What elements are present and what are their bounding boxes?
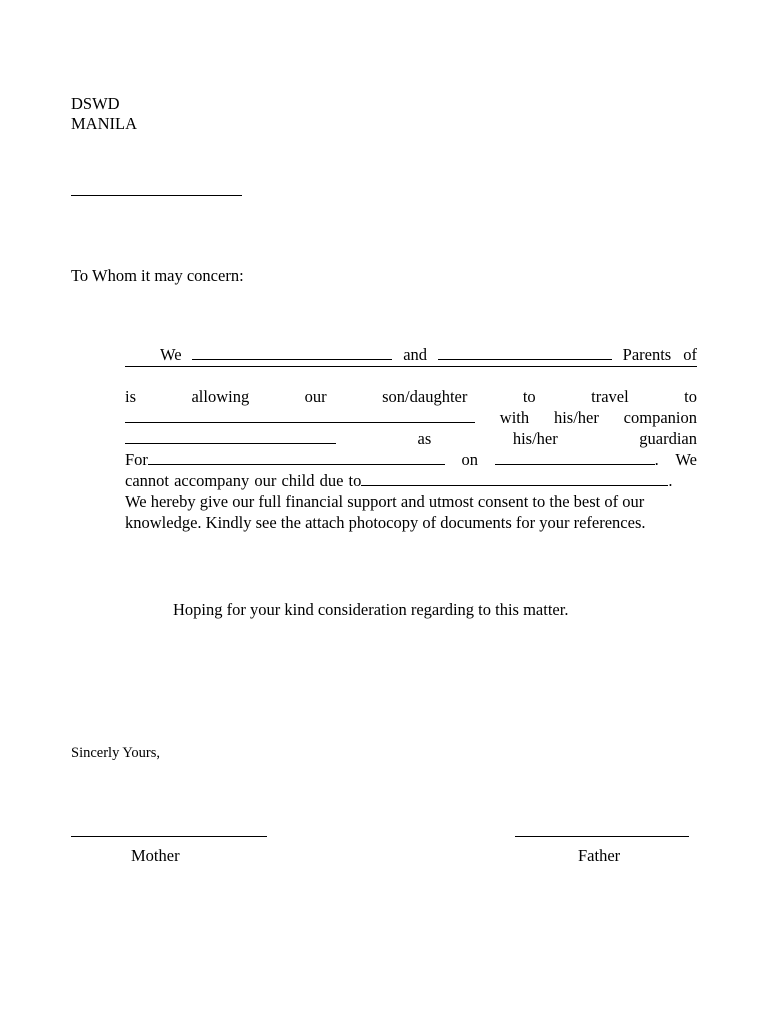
closing-sentence: Hoping for your kind consideration regarding to this matter. bbox=[173, 600, 569, 619]
word-travel: travel bbox=[591, 387, 629, 406]
paragraph-line-8: We hereby give our full financial support and utmost consent to the best of our bbox=[125, 492, 645, 511]
word-for: For bbox=[125, 450, 148, 469]
word-of: of bbox=[683, 345, 697, 364]
word-guardian: guardian bbox=[639, 429, 697, 448]
destination-blank bbox=[125, 407, 475, 423]
word-companion: companion bbox=[623, 408, 697, 427]
word-to-2: to bbox=[684, 387, 697, 406]
paragraph-line-4 bbox=[125, 407, 697, 428]
reason-lead-text: cannot accompany our child due to bbox=[125, 471, 362, 490]
paragraph-line-7 bbox=[125, 470, 673, 491]
sign-off: Sincerly Yours, bbox=[71, 745, 161, 761]
word-son-daughter: son/daughter bbox=[382, 387, 468, 406]
salutation: To Whom it may concern: bbox=[71, 266, 244, 285]
paragraph-line-9: knowledge. Kindly see the attach photocopy of documents for your references. bbox=[125, 513, 646, 532]
companion-name-blank bbox=[125, 428, 336, 444]
recipient-city: MANILA bbox=[71, 114, 137, 133]
date-blank-line bbox=[71, 195, 242, 196]
mother-signature-line bbox=[71, 836, 267, 837]
consent-paragraph bbox=[125, 344, 697, 544]
period-mark-2: . bbox=[668, 471, 673, 490]
word-to: to bbox=[522, 387, 536, 406]
father-signature-line bbox=[515, 836, 689, 837]
word-parents: Parents bbox=[622, 345, 672, 364]
word-on: on bbox=[461, 450, 479, 469]
father-label: Father bbox=[578, 846, 621, 865]
word-his-her: his/her bbox=[553, 408, 599, 427]
word-our: our bbox=[304, 387, 327, 406]
travel-date-blank bbox=[495, 449, 655, 465]
word-allowing: allowing bbox=[191, 387, 250, 406]
reason-blank bbox=[361, 470, 668, 486]
purpose-blank bbox=[148, 449, 445, 465]
word-we-2: We bbox=[675, 450, 697, 469]
word-with: with bbox=[499, 408, 530, 427]
word-as: as bbox=[417, 429, 432, 448]
word-his-her-2: his/her bbox=[512, 429, 558, 448]
recipient-org: DSWD bbox=[71, 94, 120, 113]
mother-label: Mother bbox=[131, 846, 180, 865]
paragraph-line-3 bbox=[125, 386, 697, 407]
paragraph-line-6 bbox=[125, 449, 697, 470]
word-is: is bbox=[125, 387, 137, 406]
word-and: and bbox=[403, 345, 428, 364]
period-mark: . bbox=[654, 450, 659, 469]
word-we: We bbox=[160, 345, 182, 364]
child-name-blank bbox=[125, 344, 697, 367]
paragraph-line-5 bbox=[125, 428, 697, 449]
